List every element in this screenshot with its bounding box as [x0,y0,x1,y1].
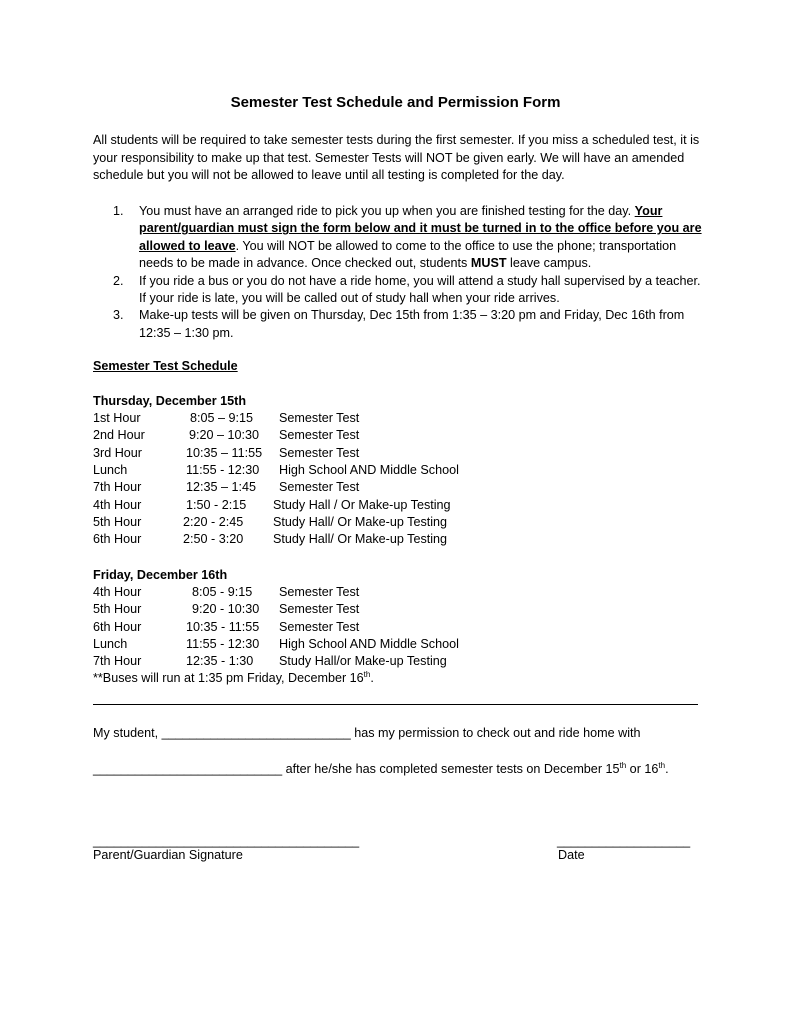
period-cell: Lunch [93,636,128,651]
driver-name-blank[interactable]: ___________________________ [93,762,283,776]
activity-cell: Semester Test [279,445,360,460]
time-cell: 9:20 – 10:30 [189,428,260,443]
perm-text: has my permission to check out and ride home with [350,726,641,740]
period-cell: 5th Hour [93,602,142,617]
list-item [113,307,703,342]
time-cell: 11:55 - 12:30 [186,636,260,651]
perm-sup: th [658,760,666,770]
item-emphasis: MUST [470,256,507,271]
signature-blank[interactable]: ______________________________________ [93,834,360,848]
activity-cell: High School AND Middle School [279,636,459,651]
bus-note-text: **Buses will run at 1:35 pm Friday, December 16 [93,671,364,685]
list-number: 3. [113,308,124,323]
time-cell: 2:50 - 3:20 [183,532,244,547]
time-cell: 8:05 - 9:15 [192,585,253,599]
activity-cell: Semester Test [279,480,360,495]
list-number: 1. [113,204,124,218]
perm-text: or 16 [626,762,659,776]
date-blank[interactable]: ___________________ [557,834,691,848]
student-name-blank[interactable]: ___________________________ [161,726,351,740]
activity-cell: High School AND Middle School [279,462,459,477]
period-cell: 1st Hour [93,411,141,425]
activity-cell: Study Hall/ Or Make-up Testing [273,532,448,547]
permission-line-2 [93,762,669,776]
item-text: Make-up tests will be given on Thursday, Dec 15th from 1:35 – 3:20 pm and Friday, Dec 16th from 12:35 – 1:30 pm. [139,308,685,340]
list-item [113,203,703,273]
time-cell: 9:20 - 10:30 [192,602,260,617]
period-cell: 5th Hour [93,514,142,529]
time-cell: 8:05 – 9:15 [190,411,254,425]
activity-cell: Semester Test [279,602,360,617]
list-item [113,273,703,308]
permission-line-1 [93,726,641,740]
time-cell: 12:35 - 1:30 [186,654,254,669]
item-text: . You will NOT be allowed to come to the office to use the phone; transportation needs to be made in advance. Once checked out, students [139,238,677,271]
thursday-heading: Thursday, December 15th [93,394,247,408]
period-cell: 6th Hour [93,532,142,547]
bus-note-end: . [370,671,374,685]
instructions-list [113,203,703,342]
item-text: If you ride a bus or you do not have a ride home, you will attend a study hall supervised by a teacher. If your ride is late, you will be called out of study hall when your ride arrives. [139,273,701,306]
period-cell: Lunch [93,462,128,477]
bus-note [93,671,374,685]
time-cell: 10:35 – 11:55 [186,445,263,460]
activity-cell: Semester Test [279,585,360,599]
item-text: You must have an arranged ride to pick you up when you are finished testing for the day. [139,204,635,218]
period-cell: 6th Hour [93,619,142,634]
time-cell: 2:20 - 2:45 [183,514,244,529]
item-text: leave campus. [506,256,592,271]
schedule-heading: Semester Test Schedule [93,359,238,373]
period-cell: 7th Hour [93,654,142,669]
perm-text: My student, [93,726,162,740]
signature-label: Parent/Guardian Signature [93,848,243,862]
time-cell: 12:35 – 1:45 [186,480,257,495]
date-label: Date [558,848,585,862]
time-cell: 10:35 - 11:55 [186,619,260,634]
activity-cell: Study Hall/ Or Make-up Testing [273,514,448,529]
period-cell: 4th Hour [93,497,142,512]
time-cell: 1:50 - 2:15 [186,497,247,512]
divider [93,704,698,705]
item-emphasis: Your parent/guardian must sign the form below and it must be turned in to the office before you are allowed to leave [139,204,702,253]
bus-note-sup: th [363,669,371,679]
perm-sup: th [619,760,627,770]
activity-cell: Semester Test [279,411,360,425]
form-title: Semester Test Schedule and Permission Form [230,94,561,111]
period-cell: 3rd Hour [93,445,142,460]
activity-cell: Study Hall/or Make-up Testing [279,654,447,669]
activity-cell: Semester Test [279,428,360,443]
intro-paragraph: All students will be required to take semester tests during the first semester. If you miss a scheduled test, it is your responsibility to make up that test. Semester Tests will NOT be given early. We will have an amended schedule but you will not be allowed to leave until all testing is completed for the day. [93,133,700,183]
friday-heading: Friday, December 16th [93,568,228,582]
period-cell: 2nd Hour [93,428,145,443]
list-number: 2. [113,273,124,288]
activity-cell: Semester Test [279,619,360,634]
activity-cell: Study Hall / Or Make-up Testing [273,497,451,512]
perm-text: . [665,762,669,776]
period-cell: 7th Hour [93,480,142,495]
time-cell: 11:55 - 12:30 [186,462,260,477]
period-cell: 4th Hour [93,585,142,599]
perm-text: after he/she has completed semester tests on December 15 [282,762,620,776]
